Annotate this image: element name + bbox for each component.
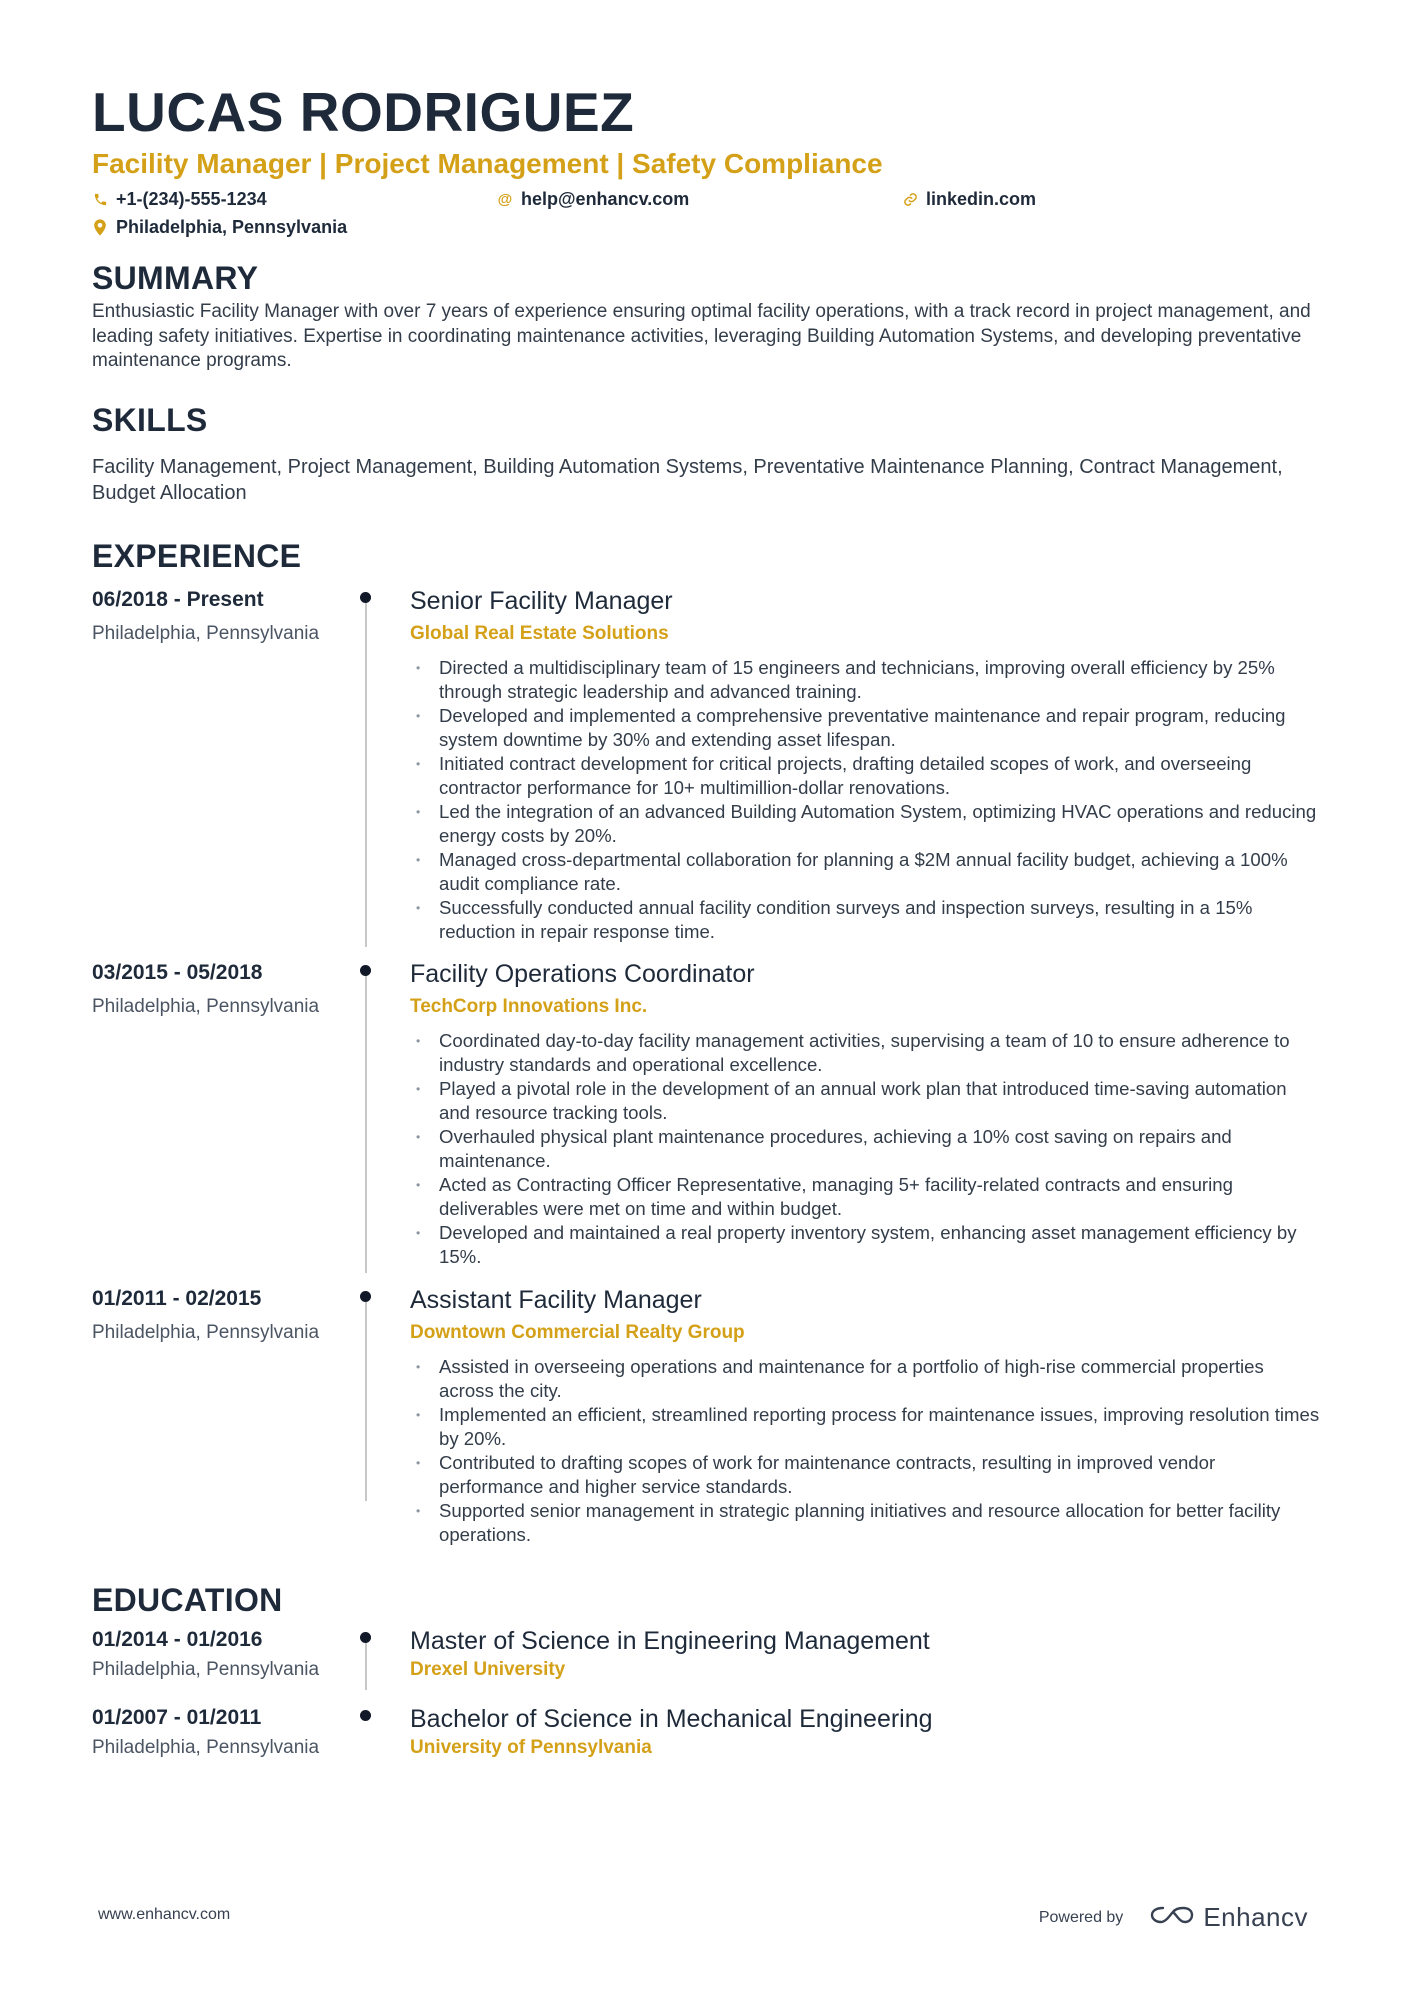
website-link[interactable]: www.enhancv.com — [98, 1906, 231, 1923]
bullet-item: • Led the integration of an advanced Building Automation System, optimizing HVAC operations and reducing energy costs by 20%. — [410, 800, 1320, 848]
education-timeline — [92, 1626, 1328, 1782]
bullet-item: • Developed and implemented a comprehensive preventative maintenance and repair program, reducing system downtime by 30% and extending asset lifespan. — [410, 704, 1320, 752]
enhancv-logo-icon[interactable] — [1149, 1903, 1195, 1932]
school-name: University of Pennsylvania — [410, 1736, 652, 1758]
location-contact — [92, 216, 497, 238]
headline: Facility Manager | Project Management | Safety Compliance — [92, 148, 883, 179]
linkedin-contact[interactable] — [902, 188, 1307, 210]
powered-by-block — [1039, 1902, 1308, 1933]
bullet-item: • Developed and maintained a real property inventory system, enhancing asset management efficiency by 15%. — [410, 1221, 1320, 1269]
experience-entry — [92, 1285, 1328, 1560]
bullet-item: • Managed cross-departmental collaboration for planning a $2M annual facility budget, achieving a 100% audit compliance rate. — [410, 848, 1320, 896]
phone-contact — [92, 188, 497, 210]
email-text[interactable]: help@enhancv.com — [521, 188, 690, 209]
summary-heading: SUMMARY — [92, 260, 259, 296]
job-dates: 06/2018 - Present — [92, 587, 264, 611]
summary-text: Enthusiastic Facility Manager with over 7 years of experience ensuring optimal facility operations, with a track record in project management, and leading safety initiatives. Expertise in coordinating maintenance activities, leveraging Building Automation Systems, and developing preventative maintenance programs. — [92, 301, 1311, 371]
phone-icon — [92, 190, 108, 208]
linkedin-text[interactable]: linkedin.com — [926, 188, 1037, 209]
company-name: Global Real Estate Solutions — [410, 622, 669, 644]
experience-timeline — [92, 586, 1328, 1560]
bullet-item: • Coordinated day-to-day facility management activities, supervising a team of 10 to ensure adherence to industry standards and operational excellence. — [410, 1029, 1320, 1077]
school-name: Drexel University — [410, 1658, 566, 1680]
timeline-line — [365, 965, 367, 1273]
education-section — [92, 1580, 1328, 1782]
timeline-dot — [360, 1291, 371, 1302]
bullet-item: • Implemented an efficient, streamlined reporting process for maintenance issues, improving resolution times by 20%. — [410, 1403, 1320, 1451]
job-location: Philadelphia, Pennsylvania — [92, 622, 320, 644]
education-heading: EDUCATION — [92, 1581, 283, 1618]
contact-info — [92, 188, 1328, 238]
bullet-item: • Acted as Contracting Officer Representative, managing 5+ facility-related contracts and ensuring deliverables were met on time and within budget. — [410, 1173, 1320, 1221]
link-icon — [902, 190, 918, 208]
job-dates: 03/2015 - 05/2018 — [92, 960, 263, 984]
timeline-dot — [360, 592, 371, 603]
timeline-line — [365, 592, 367, 947]
email-contact[interactable] — [497, 188, 902, 210]
bullet-item: • Successfully conducted annual facility condition surveys and inspection surveys, resulting in a 15% reduction in repair response time. — [410, 896, 1320, 944]
bullet-item: • Initiated contract development for critical projects, drafting detailed scopes of work, and overseeing contractor performance for 10+ multimillion-dollar renovations. — [410, 752, 1320, 800]
company-name: TechCorp Innovations Inc. — [410, 995, 648, 1017]
education-entry — [92, 1704, 1328, 1782]
resume — [92, 80, 1328, 1782]
candidate-name: LUCAS RODRIGUEZ — [92, 81, 635, 143]
location-text: Philadelphia, Pennsylvania — [116, 216, 348, 237]
phone-text: +1-(234)-555-1234 — [116, 188, 267, 209]
location-pin-icon — [92, 218, 108, 236]
timeline-dot — [360, 965, 371, 976]
page-footer — [98, 1902, 1308, 1932]
experience-heading: EXPERIENCE — [92, 537, 302, 574]
job-location: Philadelphia, Pennsylvania — [92, 1321, 320, 1343]
job-bullets — [410, 1029, 1320, 1269]
bullet-item: • Overhauled physical plant maintenance procedures, achieving a 10% cost saving on repairs and maintenance. — [410, 1125, 1320, 1173]
bullet-item: • Supported senior management in strategic planning initiatives and resource allocation for better facility operations. — [410, 1499, 1320, 1547]
degree-title: Bachelor of Science in Mechanical Engineering — [410, 1704, 933, 1733]
bullet-item: • Contributed to drafting scopes of work for maintenance contracts, resulting in improved vendor performance and higher service standards. — [410, 1451, 1320, 1499]
company-name: Downtown Commercial Realty Group — [410, 1321, 745, 1343]
timeline-dot — [360, 1632, 371, 1643]
job-bullets — [410, 1355, 1320, 1547]
bullet-item: • Assisted in overseeing operations and maintenance for a portfolio of high-rise commercial properties across the city. — [410, 1355, 1320, 1403]
experience-entry — [92, 586, 1328, 959]
job-bullets — [410, 656, 1320, 944]
bullet-item: • Played a pivotal role in the development of an annual work plan that introduced time-saving automation and resource tracking tools. — [410, 1077, 1320, 1125]
summary-section — [92, 258, 1328, 374]
edu-dates: 01/2007 - 01/2011 — [92, 1705, 262, 1729]
powered-by-label: Powered by — [1038, 1908, 1124, 1926]
education-entry — [92, 1626, 1328, 1704]
experience-entry — [92, 959, 1328, 1285]
edu-dates: 01/2014 - 01/2016 — [92, 1627, 263, 1651]
edu-location: Philadelphia, Pennsylvania — [92, 1658, 320, 1680]
brand-name: Enhancv — [1203, 1902, 1308, 1932]
bullet-item: • Directed a multidisciplinary team of 15 engineers and technicians, improving overall efficiency by 25% through strategic leadership and advanced training. — [410, 656, 1320, 704]
experience-section — [92, 536, 1328, 1560]
job-title: Facility Operations Coordinator — [410, 959, 755, 988]
timeline-line — [365, 1291, 367, 1501]
edu-location: Philadelphia, Pennsylvania — [92, 1736, 320, 1758]
job-title: Senior Facility Manager — [410, 586, 673, 615]
skills-text: Facility Management, Project Management, Building Automation Systems, Preventative Maintenance Planning, Contract Management, Budget Allocation — [92, 455, 1283, 504]
skills-heading: SKILLS — [92, 401, 208, 438]
at-sign-icon: @ — [497, 190, 513, 208]
degree-title: Master of Science in Engineering Management — [410, 1626, 930, 1655]
job-title: Assistant Facility Manager — [410, 1285, 702, 1314]
skills-section — [92, 400, 1328, 506]
job-location: Philadelphia, Pennsylvania — [92, 995, 320, 1017]
timeline-dot — [360, 1710, 371, 1721]
job-dates: 01/2011 - 02/2015 — [92, 1286, 262, 1310]
